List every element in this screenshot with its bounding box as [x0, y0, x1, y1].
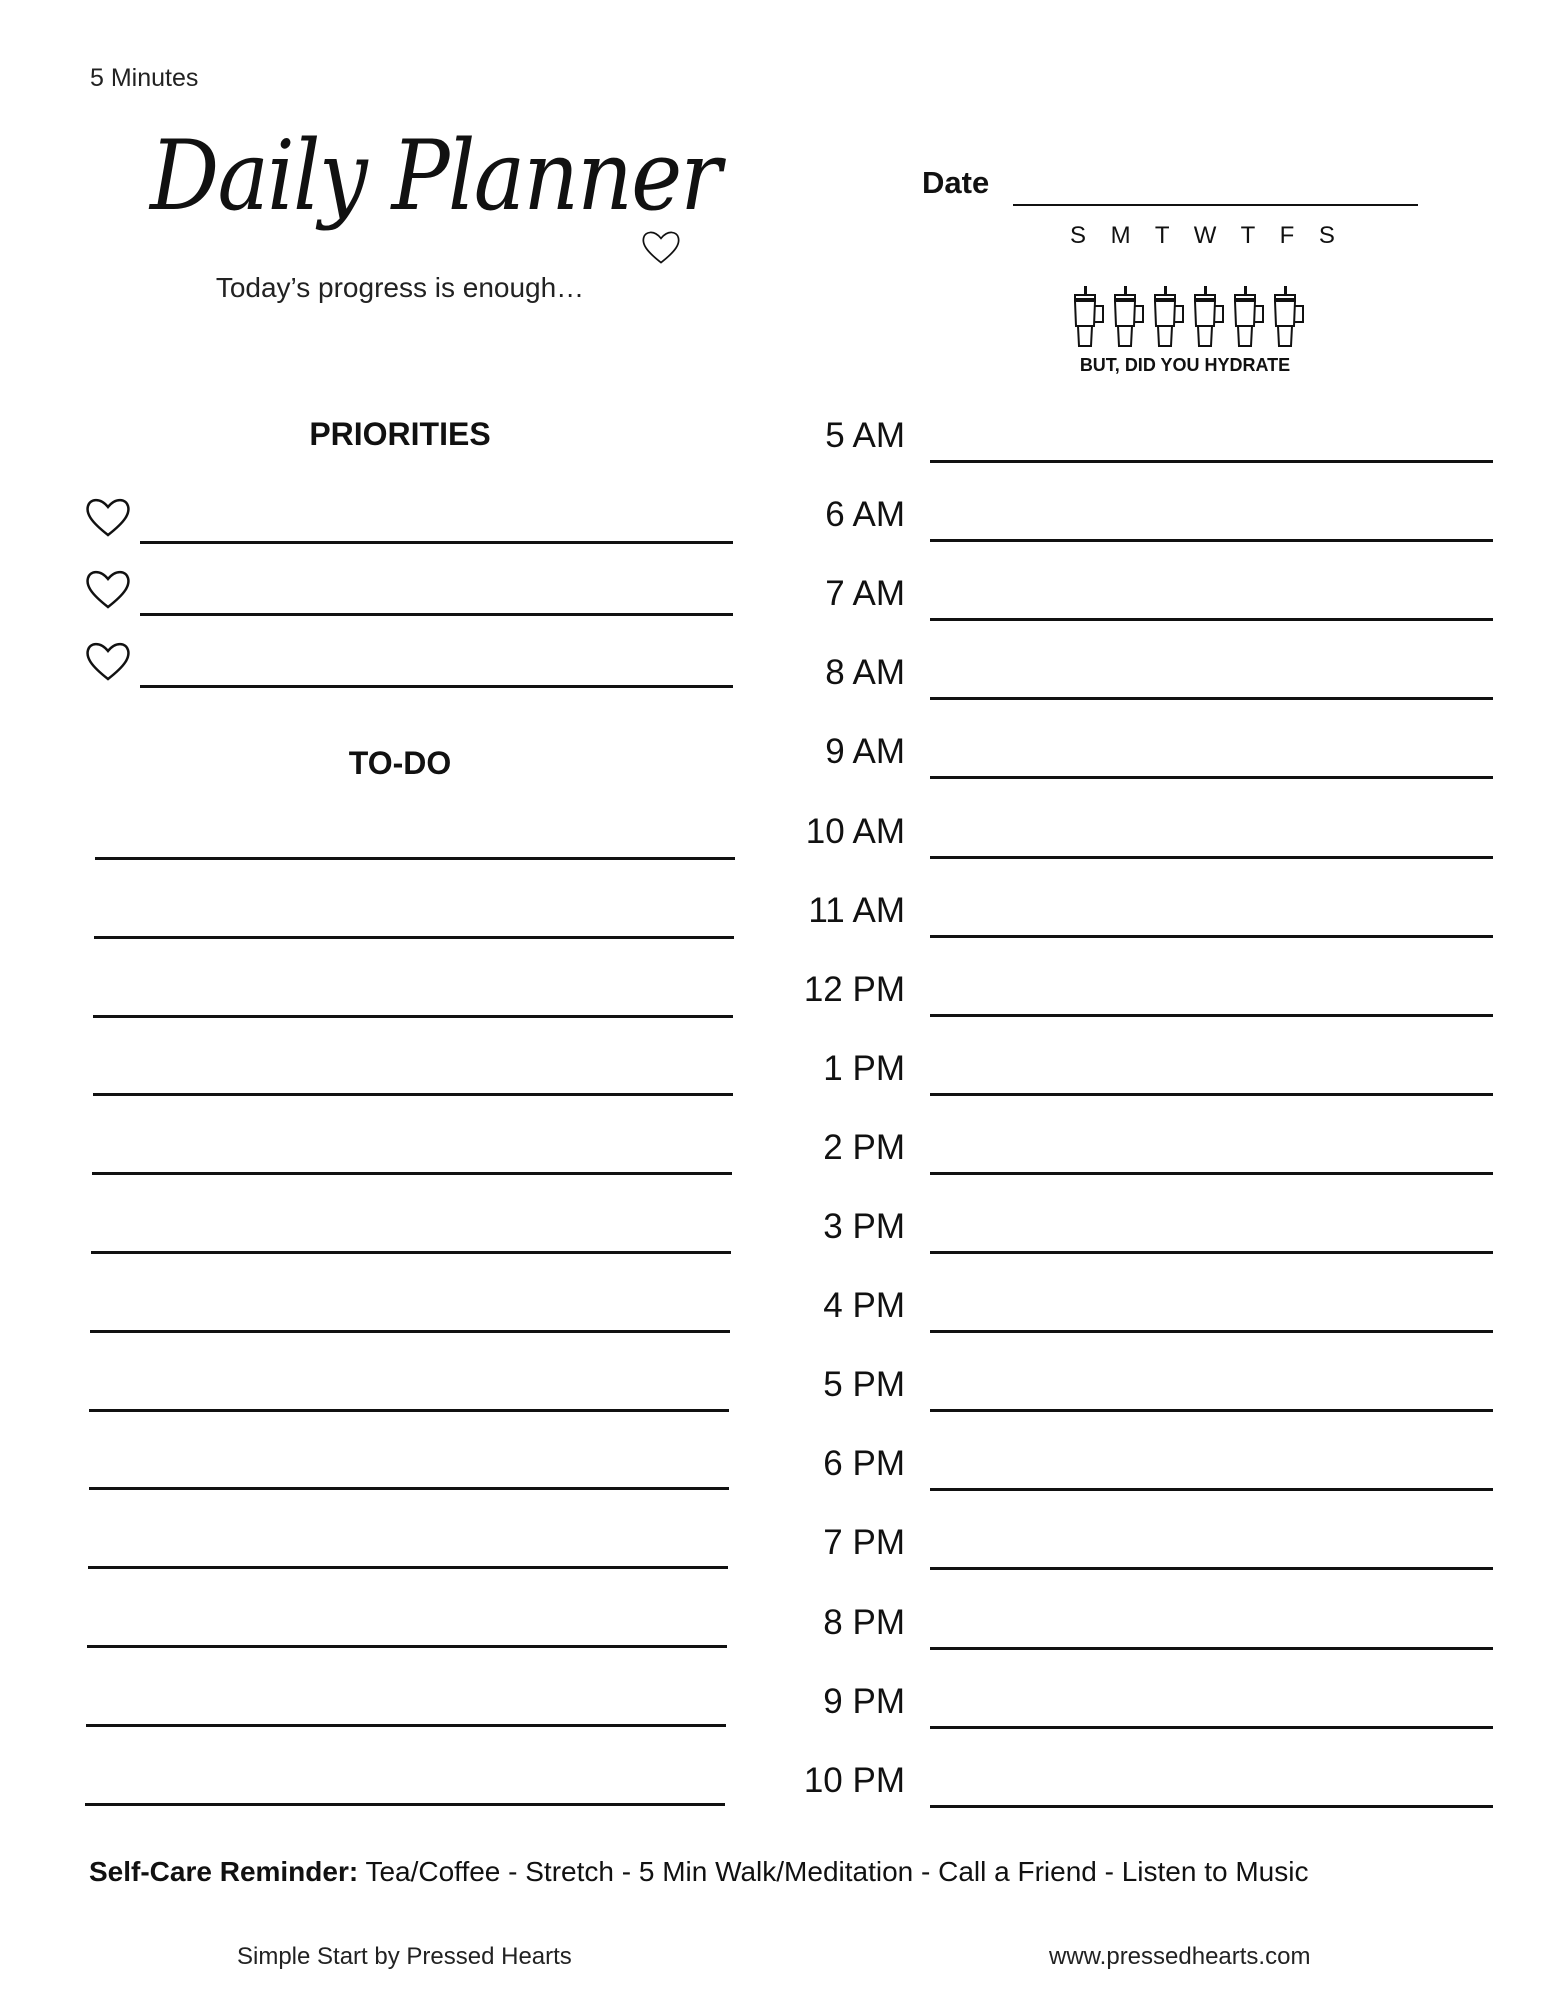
time-label: 1 PM [823, 1048, 905, 1088]
footer-brand: Simple Start by Pressed Hearts [237, 1943, 572, 1970]
time-slot-line[interactable] [930, 935, 1493, 938]
tumbler-cup-icon[interactable] [1192, 286, 1228, 353]
time-label: 6 PM [823, 1444, 905, 1484]
time-label: 9 AM [825, 732, 905, 772]
time-label: 7 AM [825, 574, 905, 614]
time-slot-line[interactable] [930, 1093, 1493, 1096]
tumbler-cup-icon[interactable] [1152, 286, 1188, 353]
time-label: 2 PM [823, 1127, 905, 1167]
priority-heart-checkbox-icon[interactable] [84, 495, 132, 539]
todo-line[interactable] [94, 936, 734, 939]
self-care-reminder [89, 1856, 1308, 1888]
time-label: 12 PM [803, 969, 905, 1009]
time-label: 7 PM [823, 1523, 905, 1563]
tumbler-cup-icon[interactable] [1112, 286, 1148, 353]
time-label: 4 PM [823, 1286, 905, 1326]
time-slot-line[interactable] [930, 776, 1493, 779]
tagline: Today’s progress is enough… [215, 272, 585, 303]
time-slot-line[interactable] [930, 1172, 1493, 1175]
tumbler-cup-icon[interactable] [1272, 286, 1308, 353]
todo-line[interactable] [89, 1487, 729, 1490]
priority-line[interactable] [140, 541, 733, 544]
self-care-label: Self-Care Reminder: [89, 1856, 359, 1887]
priority-line[interactable] [140, 685, 733, 688]
time-label: 8 PM [823, 1602, 905, 1642]
todo-line[interactable] [86, 1724, 726, 1727]
date-label: Date [922, 165, 990, 200]
tumbler-cup-icon[interactable] [1072, 286, 1108, 353]
todo-line[interactable] [88, 1566, 728, 1569]
todo-line[interactable] [93, 1015, 733, 1018]
priorities-heading: PRIORITIES [309, 416, 491, 452]
todo-line[interactable] [89, 1409, 729, 1412]
todo-line[interactable] [95, 857, 735, 860]
time-slot-line[interactable] [930, 618, 1493, 621]
priority-heart-checkbox-icon[interactable] [84, 639, 132, 683]
time-slot-line[interactable] [930, 1014, 1493, 1017]
todo-line[interactable] [93, 1093, 733, 1096]
todo-line[interactable] [90, 1330, 730, 1333]
time-slot-line[interactable] [930, 1647, 1493, 1650]
tumbler-cup-icon[interactable] [1232, 286, 1268, 353]
self-care-text: Tea/Coffee - Stretch - 5 Min Walk/Meditation - Call a Friend - Listen to Music [358, 1856, 1309, 1887]
time-slot-line[interactable] [930, 697, 1493, 700]
time-label: 6 AM [825, 495, 905, 535]
priority-heart-checkbox-icon[interactable] [84, 567, 132, 611]
weekday-selector[interactable]: S M T W T F S [1070, 222, 1344, 249]
time-slot-line[interactable] [930, 460, 1493, 463]
time-label: 8 AM [825, 653, 905, 693]
page-title: Daily Planner [150, 120, 720, 232]
time-slot-line[interactable] [930, 1409, 1493, 1412]
time-label: 11 AM [808, 890, 905, 930]
heart-icon [640, 228, 682, 266]
time-label: 9 PM [823, 1681, 905, 1721]
time-slot-line[interactable] [930, 1805, 1493, 1808]
time-slot-line[interactable] [930, 856, 1493, 859]
time-slot-line[interactable] [930, 539, 1493, 542]
time-label: 10 PM [803, 1760, 905, 1800]
time-label: 10 AM [805, 811, 905, 851]
corner-label: 5 Minutes [90, 64, 199, 92]
time-slot-line[interactable] [930, 1251, 1493, 1254]
priority-line[interactable] [140, 613, 733, 616]
todo-line[interactable] [85, 1803, 725, 1806]
todo-line[interactable] [92, 1172, 732, 1175]
todo-line[interactable] [91, 1251, 731, 1254]
todo-heading: TO-DO [348, 745, 452, 781]
time-label: 5 AM [825, 416, 905, 455]
time-label: 5 PM [823, 1365, 905, 1405]
time-slot-line[interactable] [930, 1726, 1493, 1729]
footer-url[interactable]: www.pressedhearts.com [1049, 1943, 1311, 1970]
time-slot-line[interactable] [930, 1567, 1493, 1570]
time-slot-line[interactable] [930, 1330, 1493, 1333]
hydration-label: BUT, DID YOU HYDRATE [1079, 355, 1291, 375]
hydration-tracker[interactable] [1072, 286, 1308, 353]
date-input-line[interactable] [1013, 204, 1418, 206]
time-slot-line[interactable] [930, 1488, 1493, 1491]
time-label: 3 PM [823, 1207, 905, 1246]
todo-line[interactable] [87, 1645, 727, 1648]
